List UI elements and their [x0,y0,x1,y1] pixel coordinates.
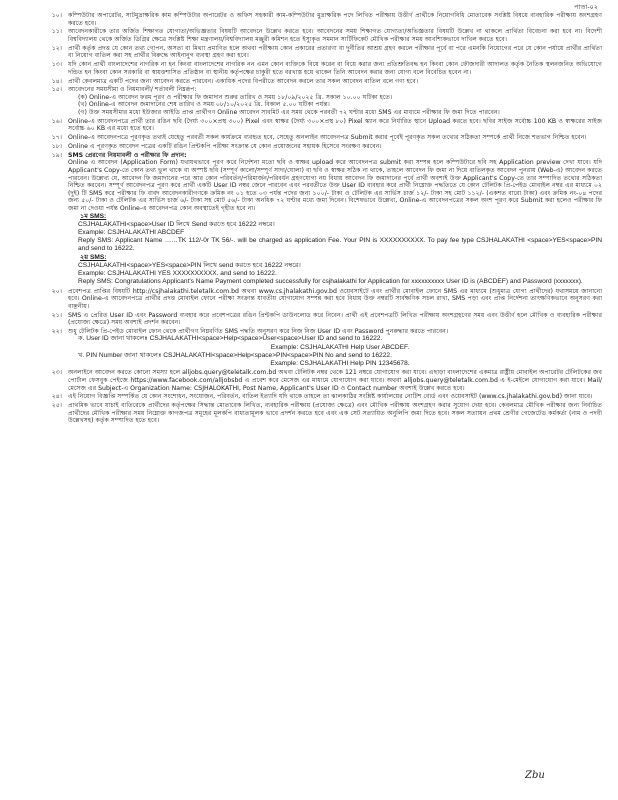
deadline-end: (খ) Online-এ আবেদন জমাদানের শেষ তারিখ ও সময় ০৮/১০/২০২৫ খ্রি. বিকাল ৫.০০ ঘটিকা পর্যন্ত। [78,101,330,109]
sms-first-example: Example: CSJHALAKATHI ABCDEF [78,228,185,236]
sms-second-example: Example: CSJHALAKATHI YES XXXXXXXXXX. and send to 16222. [78,269,277,277]
sms-rules-body: Online এ আবেদন (Application Form) যথাযথভাবে পূরণ করে নির্দেশনা মতো ছবি ও স্বাক্ষর upload করে আবেদনপত্র submit করা সম্পন্ন হলে কম্পিউটারে ছবি সহ Application preview দেখা যাবে। যদি Applicant's Copy-তে কোন তথ্য ভুল থাকে বা অস্পষ্ট ছবি (সম্পূর্ণ কালো/সম্পূর্ণ সাদা/ঘোলা) বা ছবি ও স্বাক্ষর সঠিক না থাকে, তাহলে আবেদন ফি জমা না দিয়ে বাতিলকৃত আবেদন পুনরায় (Web-এ) আবেদন করতে পারবেন। উল্লেখ্য যে, আবেদন ফি জমাদানের পরে আর কোন পরিবর্তন/পরিমার্জন/পরিবর্ধন গ্রহণযোগ্য নয় বিধায় আবেদন ফি জমাদানের পূর্বে প্রার্থী অবশ্যই উক্ত Applicant's Copy-তে তার সম্পাদিত তথ্যের সঠিকতা নিশ্চিত করবেন। সম্পূর্ণ আবেদনপত্র পূরণ করে প্রার্থী একটি User ID নম্বর জেনে পারবেন এবং পরবর্তীতে উক্ত User ID ব্যবহার করে প্রার্থী নিম্নোক্ত পদ্ধতিতে যে কোন টেলিটক প্রি-পেইড মোবাইল নম্বর এর মাধ্যমে ০২ (দুই) টি SMS করে পরীক্ষার ফি বাবদ আবেদনকারীগণকে ক্রমিক নং ০১ হতে ০৩ পর্যন্ত পদের জন্য ১০০/- টাকা ও টেলিটক এর সার্ভিস চার্জ ১২/- টাকা সহ মোট ১১২/- (একশত বারো টাকা) এবং ক্রমিক নং-০৪ পদের জন্য ৫০/- টাকা ও টেলিটক এর সার্ভিস চার্জ ৬/- টাকা সহ মোট ৫৬/- টাকা অনধিক ৭২ ঘণ্টার মধ্যে জমা দিবেন। বিশেষভাবে উল্লেখ্য, Online-এ আবেদনপত্রের সকল অংশ পূরণ করে Submit করা হলেও পরীক্ষার ফি জমা না দেওয়া পর্যন্ত Online-এ আবেদনপত্র কোন অবস্থাতেই গৃহীত হবে না। [68,159,602,212]
sms-first-label: ১ম SMS: [80,212,107,220]
list-item-recovery: ২২। শুধু টেলিটক প্রি-পেইড মোবাইল ফোন থেকে প্রার্থীগণ নিম্নবর্ণিত SMS পদ্ধতি অনুসরণ করে নিজ নিজ User ID এবং Password পুনরুদ্ধার করতে পারবেন। ক. User ID জানা থাকলেঃ CSJHALAKATHI<space>Help<space>User<space>User ID and send to 16222. Example: CSJHALAKATHI Help User ABCDEF. খ. PIN Number জানা থাকলেঃ CSJHALAKATHI<space>Help<space>PIN<space>PIN No and send to 16222. Example: CSJHALAKATHI Help PIN 12345678. [40,328,602,368]
list-item-deadlines: ১৫। আবেদনের সময়সীমা ও নিয়মাবলী/ শর্তাবলী নিম্নরূপ: (ক) Online-এ আবেদন ফরম পূরণ ও পরীক্ষার ফি জমাদান শুরুর তারিখ ও সময় ১৮/০৯/২০২৫ খ্রি. সকাল ১০.০০ ঘটিকা হতে। (খ) Online-এ আবেদন জমাদানের শেষ তারিখ ও সময় ০৮/১০/২০২৫ খ্রি. বিকাল ৫.০০ ঘটিকা পর্যন্ত। (গ) উক্ত সময়সীমার মধ্যে ইউজার আইডি প্রাপ্ত প্রার্থীগণ Online আবেদন সাবমিট এর সময় থেকে পরবর্তী ৭২ ঘণ্টার মধ্যে SMS এর মাধ্যমে পরীক্ষার ফি জমা দিতে পারবেন। [40,86,602,116]
list-item: ১০। কম্পিউটার অপারেটর, সাটমুদ্রাক্ষরিক কাম কম্পিউটার অপারেটর ও অফিস সহকারী কাম-কম্পিউটার মুদ্রাক্ষরিক পদে লিখিত পরীক্ষায় উত্তীর্ণ প্রার্থীকে নিয়োগবিধি মোতাবেক সংশ্লিষ্ট বিষয়ে ব্যবহারিক পরীক্ষায় অংশগ্রহণ করতে হবে। [51,12,602,27]
list-item: ২০। প্রবেশপত্র প্রাপ্তির বিষয়টি http://csjhalakathi.teletalk.com.bd অথবা www.cs.jhalakathi.gov.bd ওয়েবসাইটে এবং প্রার্থীর মোবাইল ফোনে SMS এর মাধ্যমে (শুধুমাত্র যোগ্য প্রার্থীদের) যথাসময়ে জানানো হবে। Online-এ আবেদনপত্রে প্রার্থীর প্রদত্ত মোবাইল ফোনে পরীক্ষা সংক্রান্ত যাবতীয় যোগাযোগ সম্পন্ন করা হবে বিধায় উক্ত নম্বরটি সার্বক্ষণিক সচল রাখা, SMS পড়া এবং প্রাপ্ত নির্দেশনা তাৎক্ষণিকভাবে অনুসরণ করা বাঞ্ছনীয়। [51,287,602,310]
list-item: ১৩। যদি কোন প্রার্থী বাংলাদেশের নাগরিক না হন কিংবা বাংলাদেশের নাগরিক নন এমন কোন ব্যক্তিকে বিয়ে করেন বা বিয়ে করার জন্য প্রতিশ্রুতিবদ্ধ হন কিংবা কোন ফৌজদারী আদালত কর্তৃক নৈতিক স্থলনজনিত অভিযোগে দন্ডিত হন কিংবা কোন সরকারি বা স্বায়ত্তশাসিত প্রতিষ্ঠান বা স্থানীয় কর্তৃপক্ষের চাকুরী হতে বরখাস্ত হয়ে থাকেন তিনি আবেদন করার জন্য যোগ্য বলে বিবেচিত হবেন না। [51,61,602,76]
list-item: ১৬। Online-এ আবেদনপত্রে প্রার্থী তার রঙিন ছবি (দৈর্ঘ্য ৩০০×প্রস্থ ৩০০) Pixel এবং স্বাক্ষর (দৈর্ঘ্য ৩০০×প্রস্থ ৮০) Pixel স্ক্যান করে নির্ধারিত স্থানে Upload করতে হবে। ছবির সাইজ সর্বোচ্চ 100 KB ও স্বাক্ষরের সাইজ সর্বোচ্চ ৬০ KB এর মধ্যে হতে হবে। [51,117,602,133]
list-item-sms-rules: ১৯। SMS প্রেরণের নিয়মাবলী ও পরীক্ষার ফি প্রদান: Online এ আবেদন (Application Form) যথাযথভাবে পূরণ করে নির্দেশনা মতো ছবি ও স্বাক্ষর upload করে আবেদনপত্র submit করা সম্পন্ন হলে কম্পিউটারে ছবি সহ Application preview দেখা যাবে। যদি Applicant's Copy-তে কোন তথ্য ভুল থাকে বা অস্পষ্ট ছবি (সম্পূর্ণ কালো/সম্পূর্ণ সাদা/ঘোলা) বা ছবি ও স্বাক্ষর সঠিক না থাকে, তাহলে আবেদন ফি জমা না দিয়ে বাতিলকৃত আবেদন পুনরায় (Web-এ) আবেদন করতে পারবেন। উল্লেখ্য যে, আবেদন ফি জমাদানের পরে আর কোন পরিবর্তন/পরিমার্জন/পরিবর্ধন গ্রহণযোগ্য নয় বিধায় আবেদন ফি জমাদানের পূর্বে প্রার্থী অবশ্যই উক্ত Applicant's Copy-তে তার সম্পাদিত তথ্যের সঠিকতা নিশ্চিত করবেন। সম্পূর্ণ আবেদনপত্র পূরণ করে প্রার্থী একটি User ID নম্বর জেনে পারবেন এবং পরবর্তীতে উক্ত User ID ব্যবহার করে প্রার্থী নিম্নোক্ত পদ্ধতিতে যে কোন টেলিটক প্রি-পেইড মোবাইল নম্বর এর মাধ্যমে ০২ (দুই) টি SMS করে পরীক্ষার ফি বাবদ আবেদনকারীগণকে ক্রমিক নং ০১ হতে ০৩ পর্যন্ত পদের জন্য ১০০/- টাকা ও টেলিটক এর সার্ভিস চার্জ ১২/- টাকা সহ মোট ১১২/- (একশত বারো টাকা) এবং ক্রমিক নং-০৪ পদের জন্য ৫০/- টাকা ও টেলিটক এর সার্ভিস চার্জ ৬/- টাকা সহ মোট ৫৬/- টাকা অনধিক ৭২ ঘণ্টার মধ্যে জমা দিবেন। বিশেষভাবে উল্লেখ্য, Online-এ আবেদনপত্রের সকল অংশ পূরণ করে Submit করা হলেও পরীক্ষার ফি জমা না দেওয়া পর্যন্ত Online-এ আবেদনপত্র কোন অবস্থাতেই গৃহীত হবে না। ১ম SMS: CSJHALAKATHI<space>User ID লিখে Send করতে হবে 16222 নম্বরে। Example: CSJHALAKATHI ABCDEF Reply SMS: Applicant Name ……TK 112/-0r TK 56/-. will be charged as application Fee. Your PIN is XXXXXXXXXX. To pay fee type CSJHALAKATHI <space>YES<space>PIN and send to 16222. ২য় SMS: CSJHALAKATHI<space>YES<space>PIN লিখে send করতে হবে 16222 নম্বরে। Example: CSJHALAKATHI YES XXXXXXXXXX. and send to 16222. Reply SMS: Congratulations Applicant's Name Payment completed successfully for csjhalakathi for Application for xxxxxxxxxx User ID is (ABCDEF) and Password (xxxxxxx). [51,151,602,286]
notice-body [40,12,602,426]
list-item: ১৭। Online-এ আবেদনপত্রে পূরণকৃত তথ্যই যেহেতু পরবর্তী সকল কার্যক্রমে ব্যবহৃত হবে, সেহেতু অনলাইন আবেদনপত্র Submit করার পূর্বেই পূরণকৃত সকল তথ্যের সঠিকতা সম্পর্কে প্রার্থী নিজে শতভাগ নিশ্চিত হবেন। [51,134,587,142]
sms-rules-heading: SMS প্রেরণের নিয়মাবলী ও পরীক্ষার ফি প্রদান: [68,151,187,159]
sms-second-reply: Reply SMS: Congratulations Applicant's Name Payment completed successfully for csjhalakathi for Application for xxxxxxxxxx User ID is (ABCDEF) and Password (xxxxxxx). [78,278,583,286]
deadline-start: (ক) Online-এ আবেদন ফরম পূরণ ও পরীক্ষার ফি জমাদান শুরুর তারিখ ও সময় ১৮/০৯/২০২৫ খ্রি. সকাল ১০.০০ ঘটিকা হতে। [78,93,393,101]
sms-first-block [68,213,602,254]
sms-second-block [68,254,602,287]
recovery-pin: খ. PIN Number জানা থাকলেঃ CSJHALAKATHI<space>Help<space>PIN<space>PIN No and send to 16222. Example: CSJHALAKATHI Help PIN 12345678. [78,351,410,368]
list-item: ১৪। প্রার্থী কেবলমাত্র একটি পদের জন্য আবেদন করতে পারবেন। একাধিক পদের বিপরীতে আবেদন করলে তার সকল আবেদন বাতিল বলে গণ্য হবে। [51,77,419,85]
recovery-user-id: ক. User ID জানা থাকলেঃ CSJHALAKATHI<space>Help<space>User<space>User ID and send to 16222. Example: CSJHALAKATHI Help User ABCDEF. [78,335,410,351]
list-item: ১২। প্রার্থী কর্তৃক প্রদত্ত যে কোন তথ্য গোপন, অসত্য বা মিথ্যা প্রমাণিত হলে অথবা পরীক্ষায় কোন প্রকারের প্রতারণা বা দুর্নীতির আশ্রয় গ্রহণ করলে পরীক্ষার পূর্বে বা পরে এমনকি নিয়োগের পরে যে কোন পর্যায়ে প্রার্থীর প্রার্থিতা বা নিয়োগ বাতিল করা সহ প্রার্থীর বিরুদ্ধে আইনানুগ ব্যবস্থা গ্রহণ করা হবে। [51,44,602,60]
list-item: ২৫। প্রাথমিক ভাবে যাচাই ব্যতিরেকে প্রার্থীদের কর্তৃপক্ষের সিদ্ধান্ত মোতাবেক লিখিত, ব্যবহারিক পরীক্ষায় (প্রযোজ্য ক্ষেত্রে) এবং মৌখিক পরীক্ষায় অংশগ্রহণ করার সুযোগ দেয়া হবে। কেবলমাত্র মৌখিক পরীক্ষার জন্য নির্বাচিত প্রার্থীদের মৌখিক পরীক্ষার সময় নিম্নোক্ত কাগজপত্র সমূহের মূলকপি বাধ্যতামূলক ভাবে প্রদর্শন করতে হবে এবং এক সেট সত্যায়িত অনুলিপি জমা দিতে হবে। সকল সত্যায়ন প্রথম শ্রেণীর গেজেটেড কর্মকর্তা (নাম ও পদবী উল্লেখসহ) কর্তৃক সম্পাদিত হতে হবে। [51,402,602,425]
list-item: ২১। SMS এ প্রেরিত User ID এবং Password ব্যবহার করে প্রবেশপত্রের রঙিন প্রিন্টকপি ডাউনলোড করে নিবেন। প্রার্থী এই প্রবেশপত্রটি লিখিত পরীক্ষায় অংশগ্রহণের সময় এবং উত্তীর্ণ হলে মৌখিক ও ব্যবহারিক পরীক্ষার (প্রযোজ্য ক্ষেত্রে) সময় অবশ্যই প্রদর্শন করবেন। [51,311,602,327]
list-item: ২৪। এই নিয়োগ বিজ্ঞপ্তি সম্পর্কিত যে কোন সংশোধন, সংযোজন, পরিবর্তন, বাতিল ইত্যাদি যদি থাকে তাহলে তা ঝালকাঠির সংশ্লিষ্ট কার্যালয়ের নোটিশ বোর্ড এবং ওয়েবসাইট (www.cs.jhalakathi.gov.bd) জানা যাবে। [51,393,593,401]
sms-second-label: ২য় SMS: [80,253,107,261]
signature: Zbu [525,770,545,781]
list-item: ১১। আবেদনকারীকে তার অর্জিত শিক্ষাগত যোগ্যতা/অভিজ্ঞতার বিষয়টি আবেদনে উল্লেখ করতে হবে। আবেদনের সময় শিক্ষাগত যোগ্যতা/অভিজ্ঞতার বিষয়টি উল্লেখ না থাকলে প্রার্থিতা বিবেচনা করা হবে না। বিদেশী বিশ্ববিদ্যালয় থেকে অর্জিত ডিগ্রির ক্ষেত্রে সংশ্লিষ্ট শিক্ষা মন্ত্রণালয়/বিশ্ববিদ্যালয় মঞ্জুরী কমিশন হতে ইস্যুকৃত সমমান সার্টিফিকেট মৌখিক পরীক্ষার সময় আবশ্যিকভাবে দাখিল করতে হবে। [51,28,602,43]
sms-first-reply: Reply SMS: Applicant Name ……TK 112/-0r TK 56/-. will be charged as application Fee. Your PIN is XXXXXXXXXX. To pay fee type CSJHALAKATHI <space>YES<space>PIN and send to 16222. [78,237,602,253]
sms-second-instruction: CSJHALAKATHI<space>YES<space>PIN লিখে send করতে হবে 16222 নম্বরে। [78,261,301,269]
list-item: ১৮। Online এ পূরণকৃত আবেদন পত্রের একটি রঙিন প্রিন্টকপি পরীক্ষা সংক্রান্ত যে কোন প্রয়োজনের সহায়ক হিসেবে সংরক্ষণ করবেন। [51,143,382,150]
deadline-fee: (গ) উক্ত সময়সীমার মধ্যে ইউজার আইডি প্রাপ্ত প্রার্থীগণ Online আবেদন সাবমিট এর সময় থেকে পরবর্তী ৭২ ঘণ্টার মধ্যে SMS এর মাধ্যমে পরীক্ষার ফি জমা দিতে পারবেন। [78,109,500,117]
sms-first-instruction: CSJHALAKATHI<space>User ID লিখে Send করতে হবে 16222 নম্বরে। [78,220,275,228]
page-number: পাতা-০২ [574,3,598,11]
list-item-contact: ২৩। অনলাইনে আবেদন করতে কোনো সমস্যা হলে alljobs.query@teletalk.com.bd অথবা টেলিটক নম্বর থেকে 121 নম্বরে যোগাযোগ করা যাবে। এছাড়া বাংলাদেশের একমাত্র রাষ্ট্রীয় মোবাইল অপারেটর টেলিটকের জব পোর্টাল ফেসবুক পেইজে https://www.facebook.com/alljobsbd এ প্রবেশ করে মেসেজ এর মাধ্যমে যোগাযোগ করা যাবে। অথবা alljobs.query@teletalk.com.bd এ ই-মেইলে যোগাযোগ করা যাবে। Mail/মেসেজ এর Subject-এ Organization Name: CSJHALOKATHI, Post Name, Applicant's User ID ও Contact number অবশ্যই উল্লেখ করতে হবে। [51,369,602,392]
